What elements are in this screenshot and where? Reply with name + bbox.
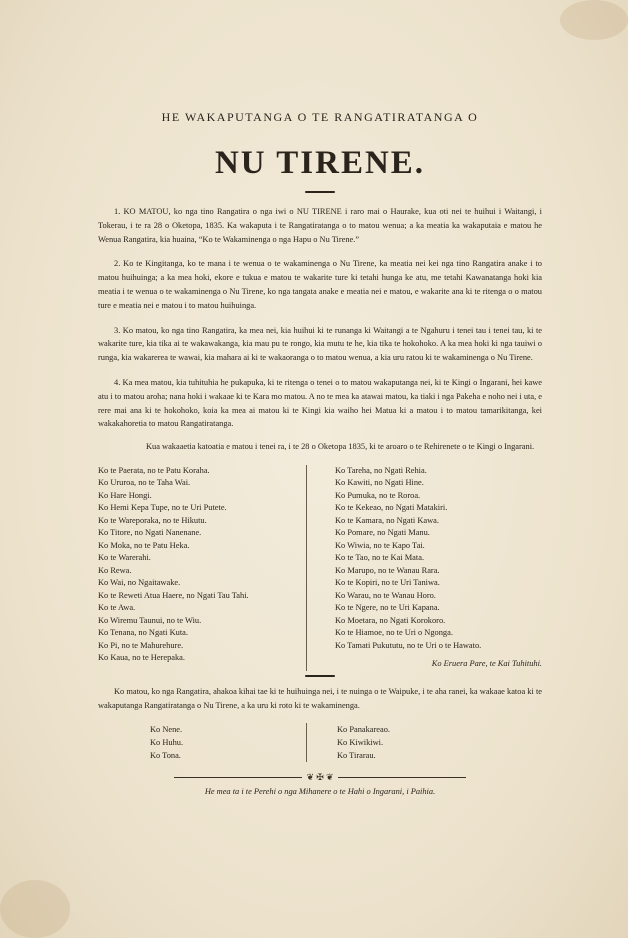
signatory-entry: Ko Pomare, no Ngati Manu.: [335, 528, 430, 538]
signatory-entry: Ko Warau, no te Wanau Horo.: [335, 590, 436, 600]
signatories-block: [98, 465, 542, 671]
signatory-entry: Ko Pi, no te Mahurehure.: [98, 640, 184, 650]
paragraph-2: 2. Ko te Kingitanga, ko te mana i te wenua o te wakaminenga o Nu Tirene, ka meatia nei kei nga tino Rangatira anake i to matou huihuinga; a ka mea hoki, ekore e tukua e matou te wakarite ture ki tetahi hunga ke atu, me tetahi Kawanatanga hoki kia meatia i te wenua o te wakaminenga o Nu Tirene, ko nga tangata anake e meatia nei e matou, e wakarite ana ki te ritenga o o matou ture e meatia nei e matou i to matou huihuinga.: [98, 259, 542, 310]
signatory-entry: Ko Huhu.: [150, 737, 184, 747]
signatory-entry: Ko Tirarau.: [337, 750, 376, 760]
signatory-entry: Ko Ururoa, no te Taha Wai.: [98, 478, 191, 488]
signatories-right-column: [306, 465, 542, 671]
signatory-entry: Ko Kaua, no te Herepaka.: [98, 653, 185, 663]
signatory-entry: Ko Panakareao.: [337, 724, 391, 734]
signatory-entry: Ko Tamati Pukututu, no te Uri o te Hawato.: [335, 640, 482, 650]
signatory-entry: Ko te Reweti Atua Haere, no Ngati Tau Tahi.: [98, 590, 249, 600]
witness-signature: Ko Eruera Pare, te Kai Tuhituhi.: [431, 659, 542, 669]
signatory-entry: Ko te Wareporaka, no te Hikutu.: [98, 515, 207, 525]
later-signatories-block: [98, 723, 542, 762]
document-heading: HE WAKAPUTANGA O TE RANGATIRATANGA O: [161, 110, 479, 124]
signatory-entry: Ko te Ngere, no te Uri Kapana.: [335, 603, 440, 613]
signatory-entry: Ko Wai, no Ngaitawake.: [98, 578, 181, 588]
signatory-entry: Ko te Kekeao, no Ngati Matakiri.: [335, 503, 448, 513]
signatory-entry: Ko Wiwia, no te Kapo Tai.: [335, 540, 425, 550]
signatory-entry: Ko Hare Hongi.: [98, 490, 152, 500]
ornamental-rule: ❦ ✠ ❦: [98, 772, 542, 783]
signatory-entry: Ko te Paerata, no te Patu Koraha.: [98, 465, 210, 475]
document-content: [98, 104, 542, 796]
document-title: NU TIRENE.: [214, 145, 426, 181]
divider: [305, 191, 335, 193]
closing-paragraph: Ko matou, ko nga Rangatira, ahakoa kihai tae ki te huihuinga nei, i te nuinga o te Waipuke, i te aha ranei, ka wakaae katoa ki te wakaputanga Rangatiratanga o Nu Tirene, a ka uru ki roto ki te wakaminenga.: [98, 686, 542, 710]
signatory-entry: Ko te Awa.: [98, 603, 136, 613]
signatory-entry: Ko Titore, no Ngati Nanenane.: [98, 528, 202, 538]
signatory-entry: Ko Tenana, no Ngati Kuta.: [98, 628, 188, 638]
later-signatories-left: [98, 723, 306, 762]
signatory-entry: Ko Kiwikiwi.: [337, 737, 384, 747]
paragraph-4: 4. Ka mea matou, kia tuhituhia he pukapuka, ki te ritenga o tenei o to matou wakaputanga nei, ki te Kingi o Ingarani, hei kawe atu i to matou aroha; nana hoki i wakaae ki te Kara mo matou. A no te mea ka atawai matou, ka tiaki i nga Pakeha e noho nei i uta, e rere mai ana ki te hokohoko, koia ka mea ai matou ki te Kingi kia waiho hei Matua ki a matou i to matou tamarikitanga, kei wakakahoretia to matou Rangatiratanga.: [98, 377, 542, 429]
signatory-entry: Ko Wiremu Taunui, no te Wiu.: [98, 615, 202, 625]
paragraph-3: 3. Ko matou, ko nga tino Rangatira, ka mea nei, kia huihui ki te runanga ki Waitangi a te Ngahuru i tenei tau i tenei tau, ki te wakarite ture, kia tika ai te wakawakanga, kia mau pu te rongo, kia mutu te he, kia tika te hokohoko. A ka mea hoki ki nga tauiwi o runga, kia wakarerea te wawai, kia mahara ai ki te wakaoranga o to matou wenua, a kia uru ratou ki te wakaminenga o Nu Tirene.: [98, 325, 542, 363]
signatories-left-column: [98, 465, 306, 671]
signatory-entry: Ko te Tao, no te Kai Mata.: [335, 553, 425, 563]
signatory-entry: Ko Pumuka, no te Roroa.: [335, 490, 421, 500]
paper-stain: [560, 0, 628, 40]
printer-imprint: He mea ta i te Perehi o nga Mihanere o te Hahi o Ingarani, i Paihia.: [204, 786, 436, 796]
signatory-entry: Ko Moetara, no Ngati Korokoro.: [335, 615, 446, 625]
signatory-entry: Ko Moka, no te Patu Heka.: [98, 540, 190, 550]
signatory-entry: Ko te Kamara, no Ngati Kawa.: [335, 515, 439, 525]
signatory-entry: Ko te Kopiri, no te Uri Taniwa.: [335, 578, 440, 588]
agreement-paragraph: Kua wakaaetia katoatia e matou i tenei ra, i te 28 o Oketopa 1835, ki te aroaro o te Rehirenete o te Kingi o Ingarani.: [146, 442, 535, 452]
paragraph-1: 1. KO MATOU, ko nga tino Rangatira o nga iwi o NU TIRENE i raro mai o Haurake, kua oti nei te huihui i Waitangi, i Tokerau, i te ra 28 o Oketopa, 1835. Ka wakaputa i te Rangatiratanga o to matou wenua; a ka meatia ka wakaputaia e matou he Wenua Rangatira, kia huaina, “Ko te Wakaminenga o nga Hapu o Nu Tirene.”: [98, 207, 542, 244]
divider: [305, 675, 335, 677]
signatory-entry: Ko Kawiti, no Ngati Hine.: [335, 478, 424, 488]
signatory-entry: Ko te Hiamoe, no te Uri o Ngonga.: [335, 628, 453, 638]
signatory-entry: Ko Tareha, no Ngati Rehia.: [335, 465, 427, 475]
paper-stain: [0, 880, 70, 938]
signatory-entry: Ko te Warerahi.: [98, 553, 151, 563]
signatory-entry: Ko Hemi Kepa Tupe, no te Uri Putete.: [98, 503, 227, 513]
signatory-entry: Ko Rewa.: [98, 565, 132, 575]
signatory-entry: Ko Marupo, no te Wanau Rara.: [335, 565, 440, 575]
signatory-entry: Ko Nene.: [150, 724, 183, 734]
later-signatories-right: [306, 723, 542, 762]
signatory-entry: Ko Tona.: [150, 750, 181, 760]
